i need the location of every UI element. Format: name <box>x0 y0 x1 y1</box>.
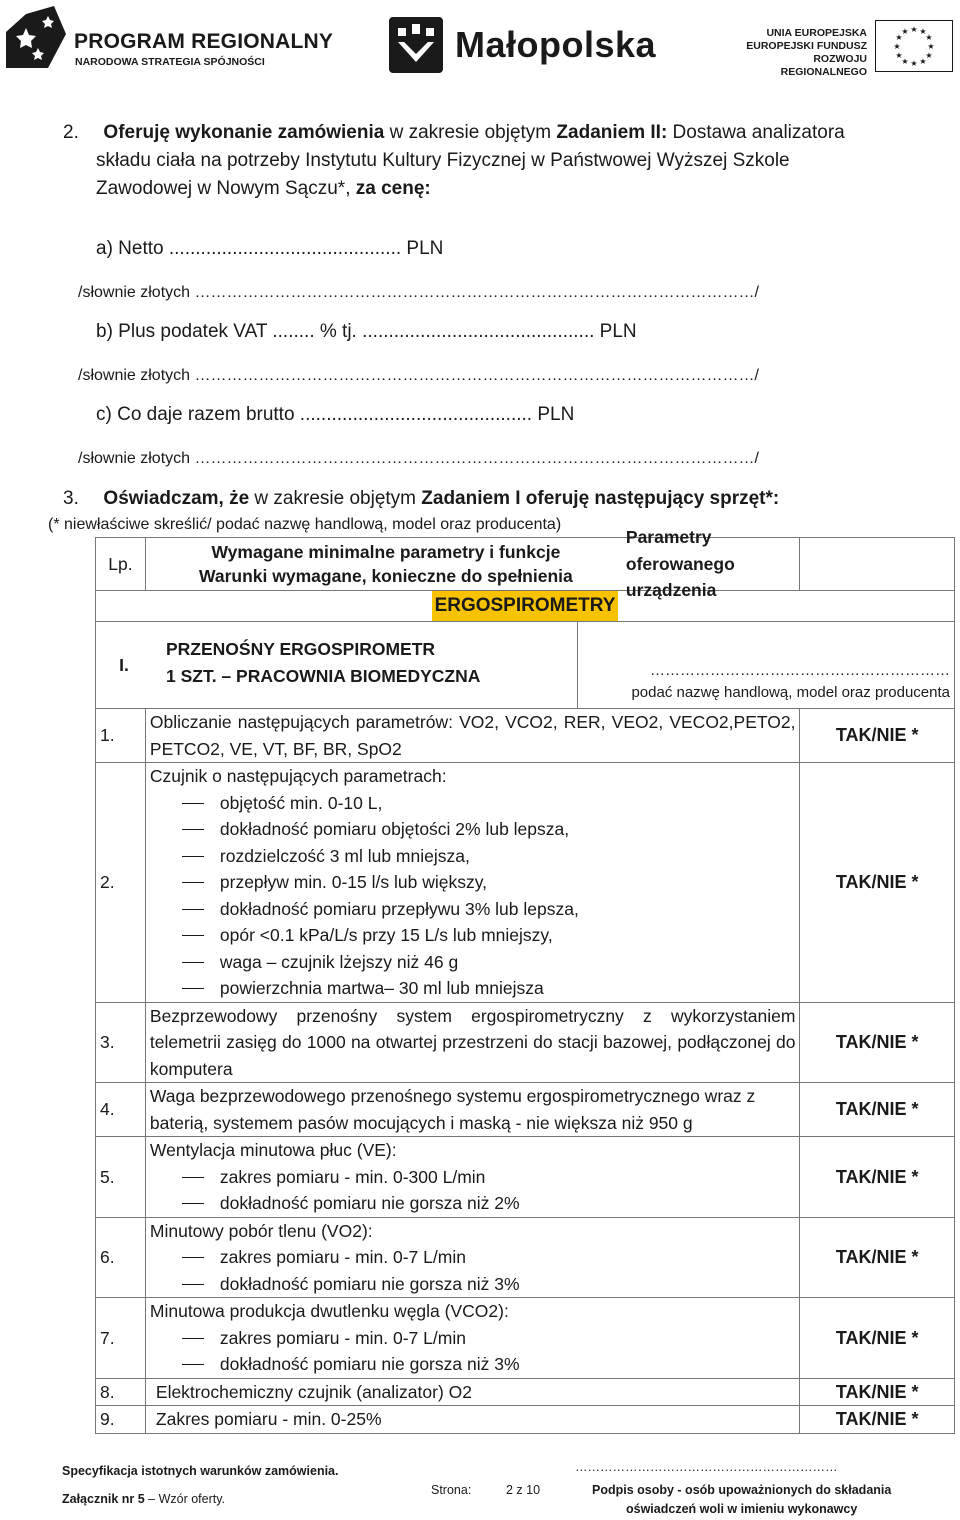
table-row-1 <box>96 709 955 763</box>
section-2-line-3 <box>96 175 431 203</box>
header-lp: Lp. <box>96 538 146 591</box>
svg-text:★: ★ <box>910 25 918 34</box>
section-2-line-2: składu ciała na potrzeby Instytutu Kultury Fizycznej w Państwowej Wyższej Szkole <box>96 150 790 171</box>
row-3-lp: 3. <box>96 1002 146 1083</box>
table-header-row <box>96 538 955 591</box>
list-item: dokładność pomiaru przepływu 3% lub lepsza, <box>150 896 796 923</box>
header-req-line-1: Wymagane minimalne parametry i funkcje <box>211 542 561 562</box>
eu-flag-icon <box>875 20 953 72</box>
eu-label <box>733 27 867 79</box>
section-3-lead: Oświadczam, że <box>103 488 250 509</box>
program-regionalny-logo <box>4 4 68 70</box>
footer-page-number: 2 z 10 <box>506 1483 541 1497</box>
section-3-number: 3. <box>63 488 79 509</box>
group-answer-field[interactable]: …………………………………………………… <box>650 662 950 679</box>
row-7-text: Minutowa produkcja dwutlenku węgla (VCO2): <box>149 1301 509 1321</box>
requirements-table <box>95 527 955 1434</box>
svg-text:★: ★ <box>925 51 933 60</box>
row-2-list <box>150 790 796 1002</box>
row-4-answer[interactable]: TAK/NIE * <box>800 1083 955 1137</box>
row-8-answer[interactable]: TAK/NIE * <box>800 1378 955 1406</box>
list-item: opór <0.1 kPa/L/s przy 15 L/s lub mniejszy, <box>150 922 796 949</box>
slownie-field-2[interactable]: /słownie złotych ……………………………………………………………………………………………/ <box>78 367 759 384</box>
row-4-text: Waga bezprzewodowego przenośnego systemu ergospirometrycznego wraz z baterią, systemem pasów mocujących i maską - nie większa niż 950 g <box>145 1083 800 1137</box>
row-4-lp: 4. <box>96 1083 146 1137</box>
svg-text:★: ★ <box>925 33 933 42</box>
section-2-mid: w zakresie objętym <box>384 122 557 143</box>
row-2-text: Czujnik o następujących parametrach: <box>149 766 447 786</box>
list-item: przepływ min. 0-15 l/s lub większy, <box>150 869 796 896</box>
row-5-answer[interactable]: TAK/NIE * <box>800 1137 955 1218</box>
svg-text:★: ★ <box>910 59 918 68</box>
netto-field[interactable]: a) Netto ............................................ PLN <box>96 238 444 259</box>
section-2-rest: Dostawa analizatora <box>667 122 845 143</box>
section-3-note: (* niewłaściwe skreślić/ podać nazwę handlową, model oraz producenta) <box>48 516 562 533</box>
malopolska-crest-icon <box>388 16 444 74</box>
row-3-text: Bezprzewodowy przenośny system ergospirometryczny z wykorzystaniem telemetrii zasięg do 1000 na otwartej przestrzeni do stacji bazowej, podłączonej do komputera <box>145 1002 800 1083</box>
group-title-2: 1 SZT. – PRACOWNIA BIOMEDYCZNA <box>166 665 481 686</box>
eu-line-2: EUROPEJSKI FUNDUSZ <box>746 40 867 52</box>
list-item: dokładność pomiaru nie gorsza niż 3% <box>150 1351 796 1378</box>
slownie-field-3[interactable]: /słownie złotych ……………………………………………………………………………………………/ <box>78 450 759 467</box>
table-row-2 <box>96 763 955 1003</box>
category-label: ERGOSPIROMETRY <box>432 591 618 621</box>
row-6-list <box>150 1244 796 1297</box>
section-2-number: 2. <box>63 122 79 143</box>
svg-text:★: ★ <box>895 33 903 42</box>
list-item: waga – czujnik lżejszy niż 46 g <box>150 949 796 976</box>
svg-text:★: ★ <box>901 57 909 66</box>
eu-line-3: ROZWOJU REGIONALNEGO <box>780 53 867 78</box>
row-1-answer[interactable]: TAK/NIE * <box>800 709 955 763</box>
table-row-5 <box>96 1137 955 1218</box>
program-subtitle: NARODOWA STRATEGIA SPÓJNOŚCI <box>75 56 265 68</box>
row-8-text: Elektrochemiczny czujnik (analizator) O2 <box>145 1378 800 1406</box>
table-row-8 <box>96 1378 955 1406</box>
list-item: zakres pomiaru - min. 0-7 L/min <box>150 1244 796 1271</box>
footer-annex-number: Załącznik nr 5 <box>62 1492 145 1506</box>
row-5-list <box>150 1164 796 1217</box>
row-6-lp: 6. <box>96 1217 146 1298</box>
row-9-text: Zakres pomiaru - min. 0-25% <box>145 1406 800 1434</box>
row-2-lp: 2. <box>96 763 146 1003</box>
table-row-4 <box>96 1083 955 1137</box>
list-item: zakres pomiaru - min. 0-7 L/min <box>150 1325 796 1352</box>
section-2-price-label: za cenę: <box>355 178 431 199</box>
table-row-9 <box>96 1406 955 1434</box>
row-7-answer[interactable]: TAK/NIE * <box>800 1298 955 1379</box>
svg-text:★: ★ <box>919 27 927 36</box>
table-row-3 <box>96 1002 955 1083</box>
row-6-answer[interactable]: TAK/NIE * <box>800 1217 955 1298</box>
footer-page-label: Strona: <box>431 1483 472 1497</box>
footer-annex <box>62 1492 225 1506</box>
group-number: I. <box>119 654 129 675</box>
list-item: dokładność pomiaru nie gorsza niż 2% <box>150 1190 796 1217</box>
svg-text:★: ★ <box>927 42 935 51</box>
svg-text:★: ★ <box>895 51 903 60</box>
group-row <box>96 622 955 709</box>
row-6-text: Minutowy pobór tlenu (VO2): <box>149 1220 373 1241</box>
program-title: PROGRAM REGIONALNY <box>74 30 334 53</box>
footer-annex-text: – Wzór oferty. <box>144 1492 226 1506</box>
section-2-task: Zadaniem II: <box>556 122 668 143</box>
section-3-mid: w zakresie objętym <box>249 488 422 509</box>
list-item: dokładność pomiaru nie gorsza niż 3% <box>150 1271 796 1298</box>
category-row <box>96 591 955 622</box>
group-title-1: PRZENOŚNY ERGOSPIROMETR <box>166 639 436 659</box>
table-row-6 <box>96 1217 955 1298</box>
signature-label-1: Podpis osoby - osób upoważnionych do składania <box>592 1483 892 1497</box>
header-req-line-2: Warunki wymagane, konieczne do spełnienia <box>199 566 573 586</box>
svg-text:★: ★ <box>919 57 927 66</box>
list-item: objętość min. 0-10 L, <box>150 790 796 817</box>
row-5-text: Wentylacja minutowa płuc (VE): <box>149 1140 397 1160</box>
header-offer: Parametry oferowanego urządzenia <box>625 527 735 601</box>
header-offer-spacer <box>800 538 955 591</box>
svg-text:★: ★ <box>893 42 901 51</box>
signature-line[interactable]: ……………………………………………………… <box>575 1460 838 1474</box>
list-item: dokładność pomiaru objętości 2% lub lepsza, <box>150 816 796 843</box>
vat-field[interactable]: b) Plus podatek VAT ........ % tj. ............................................ PLN <box>96 321 637 342</box>
list-item: rozdzielczość 3 ml lub mniejsza, <box>150 843 796 870</box>
row-7-lp: 7. <box>96 1298 146 1379</box>
list-item: powierzchnia martwa– 30 ml lub mniejsza <box>150 975 796 1002</box>
section-3-line <box>63 485 779 513</box>
row-3-answer[interactable]: TAK/NIE * <box>800 1002 955 1083</box>
section-2-line-1 <box>63 119 845 147</box>
slownie-field-1[interactable]: /słownie złotych ……………………………………………………………………………………………/ <box>78 284 759 301</box>
row-1-lp: 1. <box>96 709 146 763</box>
svg-text:★: ★ <box>901 27 909 36</box>
row-1-text: Obliczanie następujących parametrów: VO2, VCO2, RER, VEO2, VECO2,PETO2, PETCO2, VE, VT, BF, BR, SpO2 <box>145 709 800 763</box>
row-2-answer[interactable]: TAK/NIE * <box>800 763 955 1003</box>
region-name: Małopolska <box>455 24 657 65</box>
header-requirements <box>145 527 800 601</box>
row-9-lp: 9. <box>96 1406 146 1434</box>
section-2-lead: Oferuję wykonanie zamówienia <box>103 122 385 143</box>
eu-line-1: UNIA EUROPEJSKA <box>766 27 867 39</box>
row-8-lp: 8. <box>96 1378 146 1406</box>
section-3-tail: Zadaniem I oferuję następujący sprzęt*: <box>421 488 780 509</box>
section-2-line-3-text: Zawodowej w Nowym Sączu*, <box>96 178 356 199</box>
list-item: zakres pomiaru - min. 0-300 L/min <box>150 1164 796 1191</box>
row-7-list <box>150 1325 796 1378</box>
signature-label-2: oświadczeń woli w imieniu wykonawcy <box>626 1502 858 1516</box>
footer-spec: Specyfikacja istotnych warunków zamówienia. <box>62 1464 339 1478</box>
page-header <box>0 0 960 80</box>
group-answer-hint: podać nazwę handlową, model oraz producenta <box>631 684 950 701</box>
brutto-field[interactable]: c) Co daje razem brutto ............................................ PLN <box>96 404 575 425</box>
row-9-answer[interactable]: TAK/NIE * <box>800 1406 955 1434</box>
row-5-lp: 5. <box>96 1137 146 1218</box>
table-row-7 <box>96 1298 955 1379</box>
